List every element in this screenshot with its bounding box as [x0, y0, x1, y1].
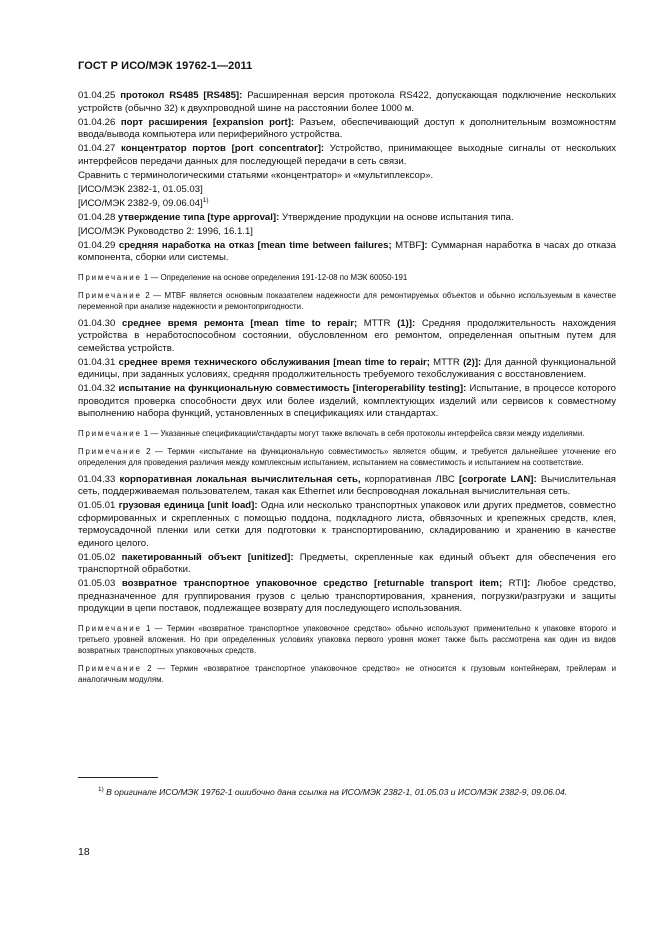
- entry-01-04-31: [78, 357, 616, 382]
- entry-term: средняя наработка на отказ [mean time between failures;: [118, 239, 392, 251]
- note-label: Примечание: [78, 446, 142, 456]
- entry-term: концентратор портов [port concentrator]:: [121, 143, 325, 154]
- entry-term: корпоративная локальная вычислительная сеть,: [119, 473, 361, 485]
- entry-term: испытание на функциональную совместимость [interoperability testing]:: [118, 383, 467, 394]
- entry-abbreviation: MTBF: [391, 239, 422, 251]
- entry-definition: Любое средство, предназначенное для группирования грузов с целью транспортирования, хранения, погрузки/разгрузки и защиты продукции в цепи поставок, подлежащее возврату для последующего использования.: [78, 578, 616, 614]
- note-2: [78, 663, 616, 685]
- entry-01-04-33: [78, 474, 616, 499]
- note-2: [78, 290, 616, 312]
- entry-definition: Расширенная версия протокола RS422, допускающая подключение нескольких устройств (обычно 32) к двухпроводной шине на расстоянии более 1000 м.: [78, 90, 617, 114]
- entry-definition: Суммарная наработка в часах до отказа компонента, сборки или системы.: [78, 239, 617, 263]
- note-2: [78, 446, 616, 468]
- entry-number: 01.04.26: [78, 116, 116, 128]
- entry-number: 01.04.28: [78, 211, 116, 223]
- entry-number: 01.04.33: [78, 473, 116, 485]
- entry-abbreviation: RTI: [502, 578, 524, 589]
- footnote-text: В оригинале ИСО/МЭК 19762-1 ошибочно дана ссылка на ИСО/МЭК 2382-1, 01.05.03 и ИСО/МЭК 2382-9, 09.06.04.: [103, 787, 568, 797]
- entry-number: 01.04.31: [78, 356, 116, 368]
- entry-definition: Средняя продолжительность нахождения устройства в неработоспособном состоянии, обусловленном его ремонтом, определенная опытным путем для семейства устройств.: [78, 317, 617, 354]
- entry-number: 01.05.01: [78, 500, 116, 511]
- note-text: 2 — Термин «испытание на функциональную совместимость» является общим, и требуется дальнейшее уточнение его определения для проведения различия между комплексным испытанием, испытанием на совместимость и испытанием на соответствие.: [78, 446, 616, 467]
- entry-number: 01.05.02: [78, 551, 116, 563]
- entry-01-04-27: [78, 143, 616, 168]
- entry-number: 01.04.29: [78, 239, 116, 251]
- note-label: Примечание: [78, 290, 142, 300]
- entry-term-end: (1)]:: [390, 317, 416, 329]
- entry-definition: Утверждение продукции на основе испытания типа.: [279, 211, 514, 223]
- entry-definition: Для данной функциональной единицы, при заданных условиях, средняя продолжительность требуемого техобслуживания с восстановлением.: [78, 356, 616, 380]
- entry-number: 01.05.03: [78, 578, 116, 589]
- note-label: Примечание: [78, 623, 142, 633]
- entry-01-05-01: [78, 500, 616, 550]
- entry-term: возвратное транспортное упаковочное средство [returnable transport item;: [121, 578, 503, 589]
- entry-number: 01.04.30: [78, 317, 116, 329]
- entry-01-04-29: [78, 240, 616, 265]
- note-label: Примечание: [78, 663, 142, 673]
- entry-definition: Испытание, в процессе которого проводится проверка способности двух или более изделий, комплектующих изделий или сервисов к совместному выполнению набора функций, установленных в спецификациях или стандартах.: [78, 383, 616, 419]
- entry-01-04-26: [78, 117, 616, 142]
- footnote: [78, 786, 616, 798]
- entry-reference-with-footnote: [78, 198, 616, 211]
- entry-term-end: ]:: [523, 578, 531, 589]
- entry-abbreviation: MTTR: [429, 356, 460, 368]
- note-text: 2 — MTBF является основным показателем надежности для ремонтируемых объектов и обычно используемым в качестве переменной при анализе надежности и ремонтопригодности.: [78, 290, 616, 311]
- entry-term: порт расширения [expansion port]:: [120, 116, 295, 128]
- entry-reference: [ИСО/МЭК 2382-1, 01.05.03]: [78, 183, 203, 195]
- entry-abbreviation: MTTR: [357, 317, 391, 329]
- footnote-marker: 1): [202, 196, 209, 204]
- entry-number: 01.04.25: [78, 90, 116, 101]
- entry-01-05-03: [78, 578, 616, 616]
- entry-definition: Устройство, принимающее выходные сигналы от нескольких интерфейсов передачи данных для последующей передачи в сеть связи.: [78, 143, 616, 167]
- entry-term-end: (2)]:: [459, 356, 482, 368]
- entry-definition: Предметы, скрепленные как единый объект для обеспечения его транспортной обработки.: [78, 551, 617, 575]
- entry-01-05-02: [78, 552, 616, 577]
- entry-number: 01.04.32: [78, 383, 116, 394]
- entry-01-04-25: [78, 90, 616, 115]
- entry-term: среднее время ремонта [mean time to repair;: [122, 317, 358, 329]
- footnote-marker: 1): [98, 786, 104, 794]
- entry-reference: [ИСО/МЭК 2382-9, 09.06.04]: [78, 197, 203, 209]
- entry-term: пакетированный объект [unitized]:: [121, 551, 294, 563]
- page-number: 18: [78, 846, 90, 858]
- entry-term: грузовая единица [unit load]:: [118, 500, 258, 511]
- entry-term: утверждение типа [type approval]:: [118, 211, 280, 223]
- entry-term: среднее время технического обслуживания [mean time to repair;: [118, 356, 430, 368]
- note-1: [78, 428, 616, 439]
- entry-synonym: корпоративная ЛВС: [360, 473, 459, 485]
- document-body: [78, 90, 616, 691]
- entry-reference: [ИСО/МЭК Руководство 2: 1996, 16.1.1]: [78, 225, 253, 237]
- entry-definition: Разъем, обеспечивающий доступ к дополнительным возможностям ввода/вывода компьютера или периферийного устройства.: [78, 116, 616, 140]
- note-1: [78, 272, 616, 283]
- entry-term-end: [corporate LAN]:: [458, 473, 537, 485]
- note-text: 2 — Термин «возвратное транспортное упаковочное средство» не относится к грузовым контейнерам, трейлерам и аналогичным модулям.: [78, 663, 616, 684]
- note-text: 1 — Определение на основе определения 191-12-08 по МЭК 60050-191: [141, 272, 408, 282]
- note-label: Примечание: [78, 272, 142, 282]
- entry-term-end: ]:: [421, 239, 428, 251]
- entry-compare-note: Сравнить с терминологическими статьями «концентратор» и «мультиплексор».: [78, 169, 434, 181]
- document-header: ГОСТ Р ИСО/МЭК 19762-1—2011: [78, 60, 253, 72]
- note-label: Примечание: [78, 428, 142, 438]
- entry-01-04-30: [78, 318, 616, 356]
- footnote-divider: [78, 777, 158, 778]
- entry-definition: Вычислительная сеть, поддерживаемая пользователем, такая как Ethernet или беспроводная локальная вычислительная сеть.: [78, 473, 616, 497]
- entry-definition: Одна или несколько транспортных упаковок или других предметов, совместно сформированных и скрепленных с помощью поддона, подкладного листа, обвязочных и крепежных средств, клея, термоусадочной пленки или сетки для подготовки к транспортированию, складированию и хранению в качестве единого целого.: [78, 500, 616, 549]
- note-text: 1 — Термин «возвратное транспортное упаковочное средство» обычно используют применительно к упаковке второго и третьего уровней вложения. Но при определенных условиях упаковка первого уровня может также быть рассмотрена как один из видов возвратных транспортных упаковочных средств.: [78, 623, 616, 655]
- entry-01-04-28: [78, 212, 616, 225]
- entry-number: 01.04.27: [78, 143, 116, 154]
- entry-01-04-32: [78, 383, 616, 421]
- note-text: 1 — Указанные спецификации/стандарты могут также включать в себя протоколы интерфейса связи между изделиями.: [141, 428, 585, 438]
- entry-term: протокол RS485 [RS485]:: [120, 90, 243, 101]
- note-1: [78, 623, 616, 656]
